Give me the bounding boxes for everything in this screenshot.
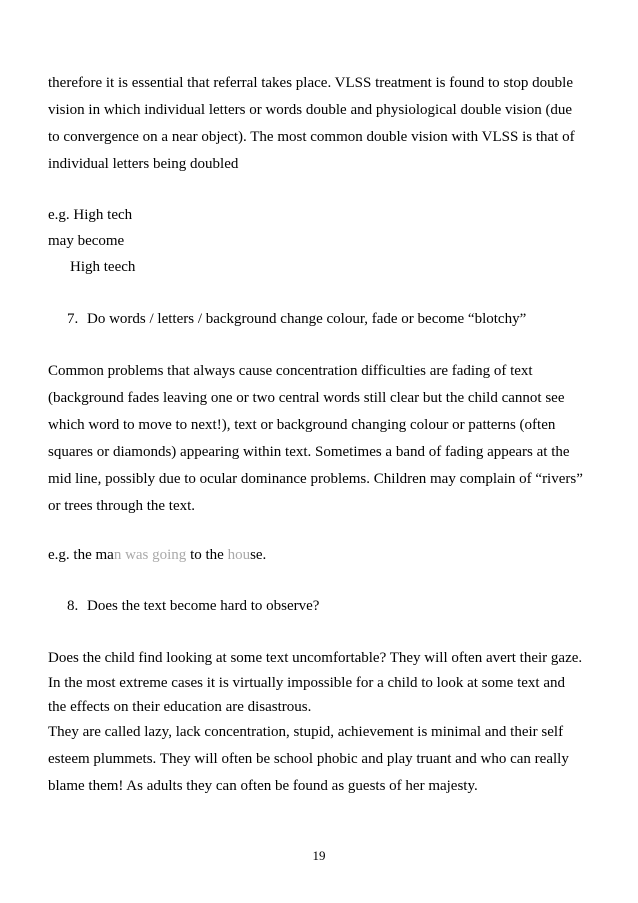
paragraph-line: esteem plummets. They will often be school phobic and play truant and who can really — [48, 751, 569, 767]
example-line: may become — [48, 233, 125, 249]
example-line: High teech — [70, 259, 136, 275]
list-item-number: 8. — [67, 598, 79, 614]
paragraph-line: to convergence on a near object). The most common double vision with VLSS is that of — [48, 129, 575, 145]
example-segment: se. — [250, 547, 267, 563]
paragraph-line: Does the child find looking at some text uncomfortable? They will often avert their gaze. — [48, 650, 583, 666]
paragraph-line: Common problems that always cause concentration difficulties are fading of text — [48, 363, 533, 379]
list-item-text: Does the text become hard to observe? — [87, 598, 320, 614]
example-faded-segment: n was going — [113, 547, 187, 563]
paragraph-line: or trees through the text. — [48, 498, 196, 514]
paragraph-line: which word to move to next!), text or background changing colour or patterns (often — [48, 417, 556, 433]
example-faded-segment: hou — [227, 547, 251, 563]
example-segment: e.g. the ma — [48, 547, 114, 563]
paragraph-line: They are called lazy, lack concentration, stupid, achievement is minimal and their self — [48, 724, 564, 740]
list-item-7 — [67, 310, 526, 328]
paragraph-line: squares or diamonds) appearing within text. Sometimes a band of fading appears at the — [48, 444, 570, 460]
paragraph-line: the effects on their education are disastrous. — [48, 699, 312, 715]
example-fading-text — [48, 546, 266, 564]
list-item-8 — [67, 597, 319, 615]
paragraph-line: blame them! As adults they can often be found as guests of her majesty. — [48, 778, 478, 794]
paragraph-line: (background fades leaving one or two central words still clear but the child cannot see — [48, 390, 565, 406]
list-item-number: 7. — [67, 311, 79, 327]
paragraph-line: In the most extreme cases it is virtually impossible for a child to look at some text and — [48, 675, 565, 691]
example-segment: to the — [186, 547, 228, 563]
page-number: 19 — [312, 848, 326, 863]
paragraph-line: mid line, possibly due to ocular dominance problems. Children may complain of “rivers” — [48, 471, 583, 487]
paragraph-line: therefore it is essential that referral takes place. VLSS treatment is found to stop double — [48, 75, 573, 91]
paragraph-line: individual letters being doubled — [48, 156, 239, 172]
paragraph-line: vision in which individual letters or words double and physiological double vision (due — [48, 102, 573, 118]
example-line: e.g. High tech — [48, 207, 133, 223]
list-item-text: Do words / letters / background change colour, fade or become “blotchy” — [87, 311, 527, 327]
